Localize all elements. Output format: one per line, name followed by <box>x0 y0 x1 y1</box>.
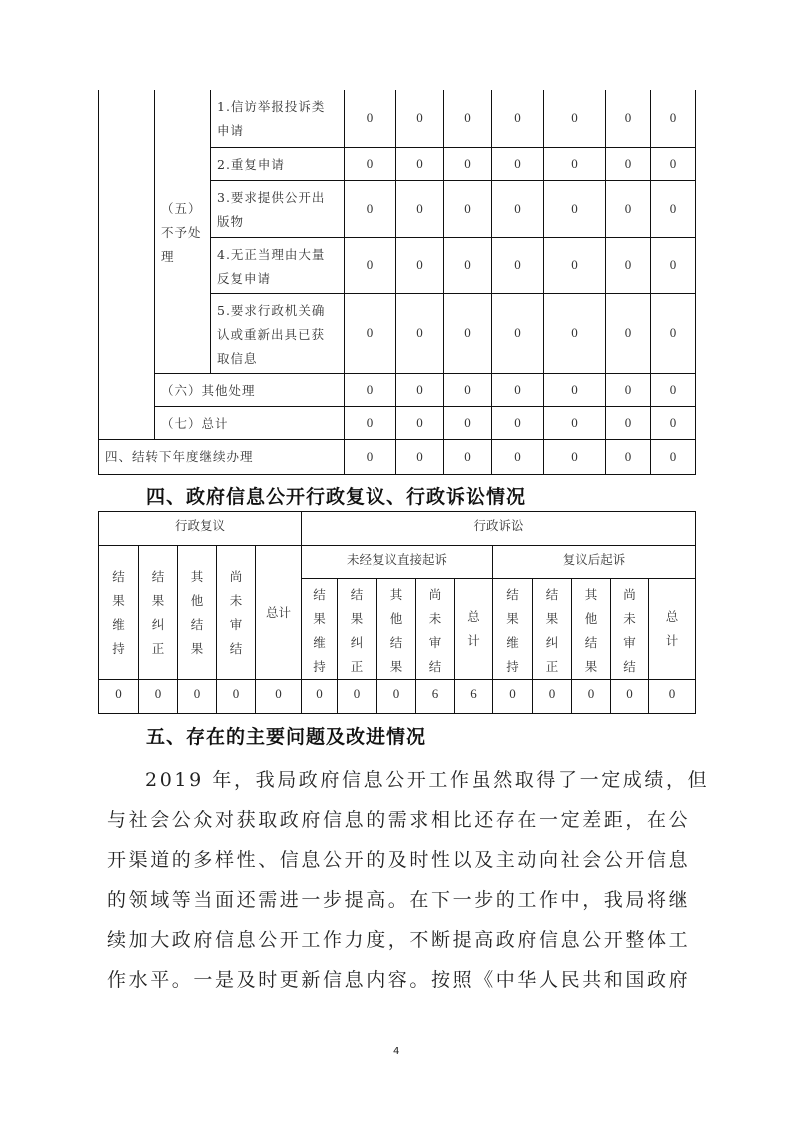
value-cell: 0 <box>139 680 178 714</box>
value-cell: 0 <box>345 293 396 373</box>
column-header-text: 结果维持 <box>112 568 125 656</box>
row-label: 2.重复申请 <box>211 147 345 180</box>
value-cell: 0 <box>396 293 444 373</box>
value-cell: 0 <box>345 439 396 474</box>
column-header-text: 结果纠正 <box>350 587 364 674</box>
column-header-text: 尚未审结 <box>428 587 442 674</box>
after-review-suit-header: 复议后起诉 <box>493 546 696 579</box>
paragraph-line: 作水平。一是及时更新信息内容。按照《中华人民共和国政府 <box>107 969 691 991</box>
column-header-text: 其他结果 <box>389 587 403 674</box>
column-header <box>533 579 572 680</box>
value-cell: 0 <box>444 180 492 237</box>
value-cell: 0 <box>178 680 217 714</box>
column-header-text: 尚未审结 <box>623 587 636 674</box>
value-cell: 0 <box>396 439 444 474</box>
value-cell: 6 <box>416 680 455 714</box>
value-cell: 0 <box>492 293 544 373</box>
column-header <box>416 579 455 680</box>
admin-litigation-header: 行政诉讼 <box>302 512 696 546</box>
value-cell: 0 <box>606 373 651 406</box>
value-cell: 0 <box>345 147 396 180</box>
table-row <box>99 373 696 406</box>
value-cell: 0 <box>256 680 302 714</box>
paragraph-line: 的领域等当面还需进一步提高。在下一步的工作中，我局将继 <box>107 889 691 911</box>
value-cell: 0 <box>611 680 649 714</box>
value-cell: 0 <box>345 180 396 237</box>
row-label: 4.无正当理由大量反复申请 <box>211 237 345 293</box>
column-header <box>302 579 338 680</box>
value-cell: 0 <box>651 293 696 373</box>
value-cell: 0 <box>651 373 696 406</box>
value-cell: 0 <box>492 180 544 237</box>
row-label: 3.要求提供公开出版物 <box>211 180 345 237</box>
value-cell: 0 <box>396 180 444 237</box>
value-cell: 0 <box>651 90 696 147</box>
application-handling-table <box>98 90 696 475</box>
value-cell: 0 <box>492 147 544 180</box>
value-cell: 0 <box>544 237 606 293</box>
value-cell: 0 <box>444 237 492 293</box>
value-cell: 0 <box>444 90 492 147</box>
direct-suit-header: 未经复议直接起诉 <box>302 546 493 579</box>
value-cell: 0 <box>396 237 444 293</box>
column-header <box>178 546 217 680</box>
value-cell: 0 <box>651 180 696 237</box>
value-cell: 0 <box>651 439 696 474</box>
value-cell: 0 <box>345 237 396 293</box>
value-cell: 0 <box>444 373 492 406</box>
column-header <box>377 579 416 680</box>
paragraph-line: 2019 年，我局政府信息公开工作虽然取得了一定成绩，但 <box>145 769 710 791</box>
value-cell: 0 <box>649 680 696 714</box>
value-cell: 0 <box>492 439 544 474</box>
value-cell: 0 <box>651 147 696 180</box>
value-cell: 0 <box>396 406 444 439</box>
table-row <box>99 439 696 474</box>
paragraph-line: 与社会公众对获取政府信息的需求相比还存在一定差距，在公 <box>107 809 691 831</box>
value-cell: 0 <box>606 147 651 180</box>
row-label: 四、结转下年度继续办理 <box>99 439 345 474</box>
row-label: （六）其他处理 <box>155 373 345 406</box>
value-cell: 0 <box>377 680 416 714</box>
value-cell: 0 <box>345 406 396 439</box>
column-header-text: 其他结果 <box>190 568 204 656</box>
column-header <box>139 546 178 680</box>
group-5-label: （五）不予处理 <box>155 90 211 373</box>
value-cell: 0 <box>396 147 444 180</box>
value-cell: 0 <box>345 373 396 406</box>
value-cell: 0 <box>444 293 492 373</box>
column-header <box>493 579 533 680</box>
value-cell: 0 <box>302 680 338 714</box>
value-cell: 0 <box>99 680 139 714</box>
value-cell: 0 <box>444 406 492 439</box>
value-cell: 0 <box>492 373 544 406</box>
table-row <box>99 406 696 439</box>
value-cell: 6 <box>455 680 493 714</box>
section-5-title: 五、存在的主要问题及改进情况 <box>146 726 427 748</box>
value-cell: 0 <box>606 406 651 439</box>
value-cell: 0 <box>544 180 606 237</box>
value-cell: 0 <box>544 406 606 439</box>
column-header-text: 结果维持 <box>313 587 326 674</box>
column-header-text: 结果纠正 <box>545 587 559 674</box>
value-cell: 0 <box>338 680 377 714</box>
value-cell: 0 <box>651 237 696 293</box>
column-header-text: 尚未审结 <box>229 568 243 656</box>
column-header <box>455 579 493 680</box>
section-5-paragraph <box>107 760 710 1000</box>
value-cell: 0 <box>544 439 606 474</box>
value-cell: 0 <box>544 373 606 406</box>
value-cell: 0 <box>606 90 651 147</box>
page-number: 4 <box>393 1046 400 1057</box>
column-header-text: 其他结果 <box>584 587 598 674</box>
column-header <box>611 579 649 680</box>
column-header <box>99 546 139 680</box>
column-header <box>338 579 377 680</box>
column-header-text: 总计 <box>665 609 679 648</box>
value-cell: 0 <box>396 90 444 147</box>
review-litigation-table <box>98 511 696 714</box>
value-cell: 0 <box>533 680 572 714</box>
section-4-title: 四、政府信息公开行政复议、行政诉讼情况 <box>146 486 527 508</box>
column-header <box>649 579 696 680</box>
column-header-text: 总计 <box>265 604 291 620</box>
paragraph-line: 续加大政府信息公开工作力度，不断提高政府信息公开整体工 <box>107 929 691 951</box>
column-header <box>217 546 256 680</box>
value-cell: 0 <box>492 237 544 293</box>
paragraph-line: 开渠道的多样性、信息公开的及时性以及主动向社会公开信息 <box>107 849 691 871</box>
value-cell: 0 <box>606 439 651 474</box>
value-cell: 0 <box>492 90 544 147</box>
value-cell: 0 <box>217 680 256 714</box>
value-cell: 0 <box>572 680 611 714</box>
value-cell: 0 <box>444 439 492 474</box>
value-cell: 0 <box>492 406 544 439</box>
value-cell: 0 <box>651 406 696 439</box>
value-cell: 0 <box>345 90 396 147</box>
row-label: （七）总计 <box>155 406 345 439</box>
value-cell: 0 <box>606 180 651 237</box>
value-cell: 0 <box>606 237 651 293</box>
column-header-text: 结果维持 <box>506 587 519 674</box>
column-header <box>256 546 302 680</box>
value-cell: 0 <box>493 680 533 714</box>
value-cell: 0 <box>606 293 651 373</box>
value-cell: 0 <box>544 293 606 373</box>
row-label: 1.信访举报投诉类申请 <box>211 90 345 147</box>
column-header <box>572 579 611 680</box>
value-cell: 0 <box>544 147 606 180</box>
column-header-text: 结果纠正 <box>151 568 165 656</box>
column-header-text: 总计 <box>467 609 480 648</box>
admin-review-header: 行政复议 <box>99 512 302 546</box>
value-cell: 0 <box>544 90 606 147</box>
value-cell: 0 <box>396 373 444 406</box>
value-cell: 0 <box>444 147 492 180</box>
table-row <box>99 90 696 147</box>
outer-group-cell <box>99 90 155 439</box>
row-label: 5.要求行政机关确认或重新出具已获取信息 <box>211 293 345 373</box>
